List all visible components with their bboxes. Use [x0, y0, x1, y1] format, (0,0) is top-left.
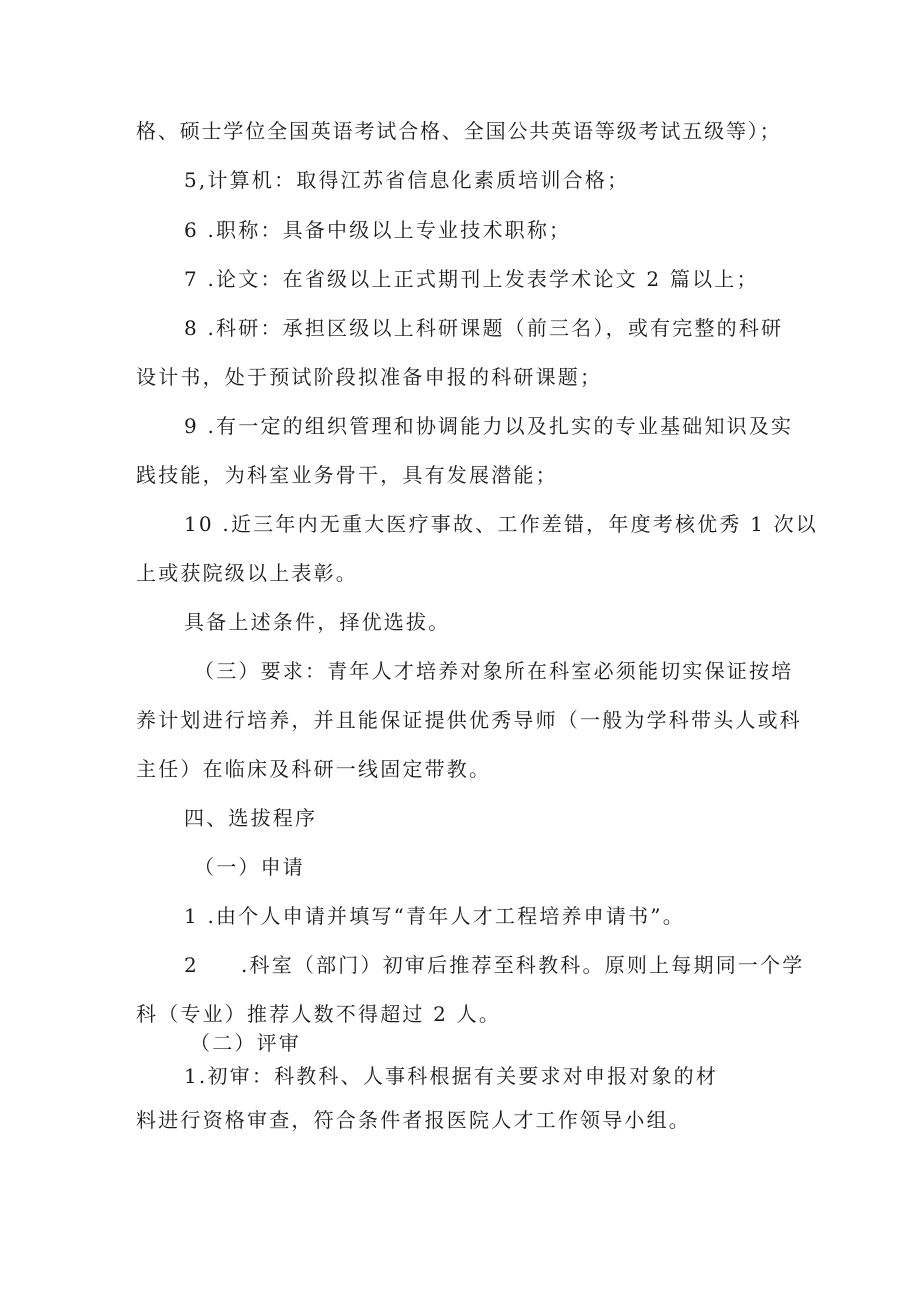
text-line: 格、硕士学位全国英语考试合格、全国公共英语等级考试五级等）； — [136, 119, 782, 143]
text-line: 1.初审：科教科、人事科根据有关要求对申报对象的材 — [184, 1064, 719, 1088]
text-line: 5,计算机：取得江苏省信息化素质培训合格； — [184, 168, 630, 192]
text-line — [184, 952, 805, 978]
text-line: 主任）在临床及科研一线固定带教。 — [136, 757, 492, 781]
item-text: .科室（部门）初审后推荐至科教科。原则上每期同一个学 — [240, 953, 805, 977]
text-line: 设计书，处于预试阶段拟准备申报的科研课题； — [136, 365, 603, 389]
text-line: 8 .科研：承担区级以上科研课题（前三名），或有完整的科研 — [184, 316, 784, 340]
text-line: 养计划进行培养，并且能保证提供优秀导师（一般为学科带头人或科 — [136, 708, 802, 732]
text-line: 9 .有一定的组织管理和协调能力以及扎实的专业基础知识及实 — [184, 414, 794, 438]
text-line: 7 .论文：在省级以上正式期刊上发表学术论文 2 篇以上； — [184, 267, 759, 291]
text-line: 6 .职称：具备中级以上专业技术职称； — [184, 218, 572, 242]
text-line: （三）要求：青年人才培养对象所在科室必须能切实保证按培 — [194, 659, 794, 683]
item-number: 2 — [184, 953, 199, 977]
text-line: 践技能，为科室业务骨干，具有发展潜能； — [136, 463, 558, 487]
text-line: 科（专业）推荐人数不得超过 2 人。 — [136, 1002, 502, 1026]
subsection-heading: （二）评审 — [190, 1031, 301, 1055]
text-line: 上或获院级以上表彰。 — [136, 561, 358, 585]
section-heading: 四、选拔程序 — [184, 806, 318, 830]
text-line: 具备上述条件，择优选拔。 — [184, 610, 451, 634]
subsection-heading: （一）申请 — [194, 855, 305, 879]
text-line: 1 .由个人申请并填写“青年人才工程培养申请书”。 — [184, 904, 685, 928]
text-line: 料进行资格审查，符合条件者报医院人才工作领导小组。 — [136, 1108, 691, 1132]
text-line: 10 .近三年内无重大医疗事故、工作差错，年度考核优秀 1 次以 — [184, 512, 819, 536]
